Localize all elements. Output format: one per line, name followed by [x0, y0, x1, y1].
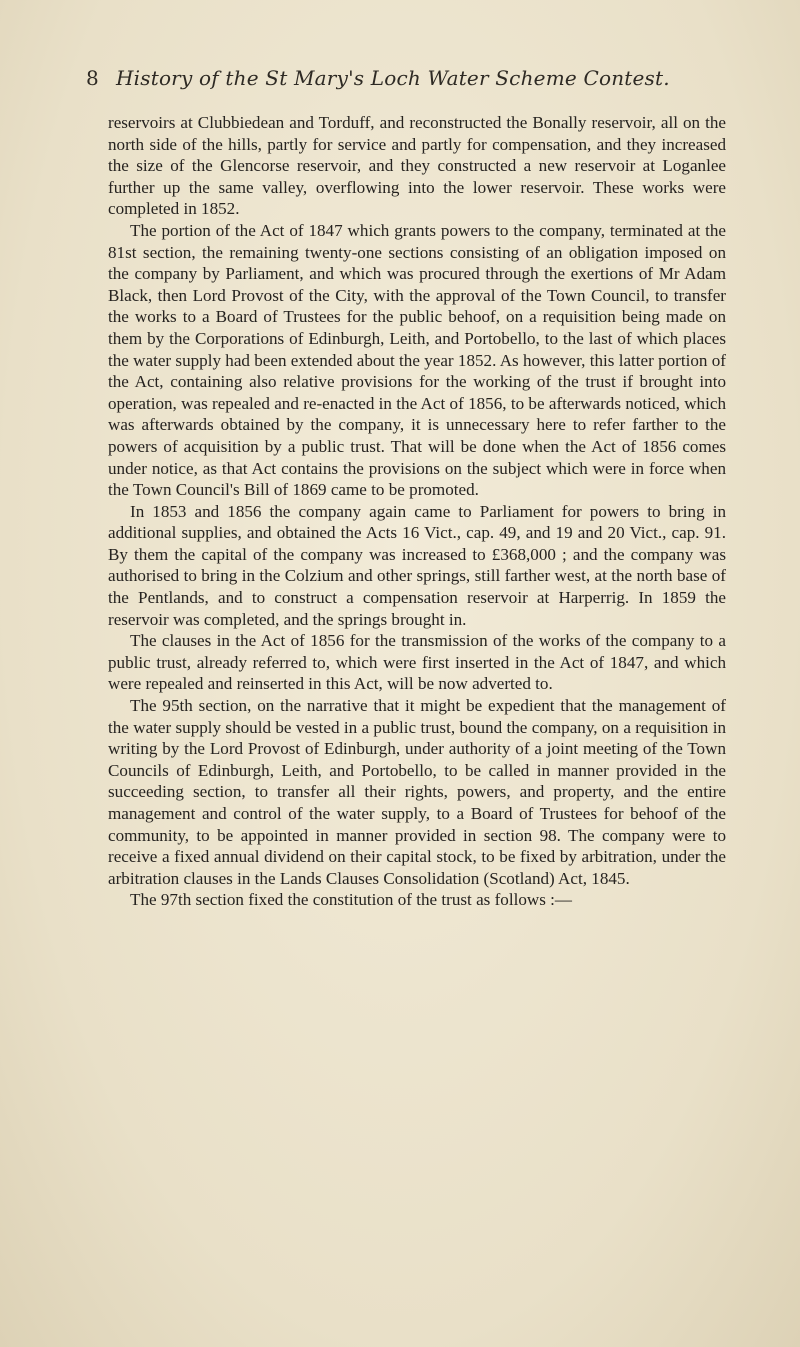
page-number: 8 — [86, 66, 99, 90]
body-text — [108, 112, 726, 911]
paragraph-4: The clauses in the Act of 1856 for the transmission of the works of the company to a public trust, already referred to, which were first inserted in the Act of 1847, and which were repealed and reinserted in this Act, will be now adverted to. — [108, 631, 726, 694]
running-head — [86, 64, 726, 94]
paragraph-6: The 97th section fixed the constitution of the trust as follows :— — [130, 890, 572, 910]
paragraph-2: The portion of the Act of 1847 which grants powers to the company, terminated at the 81st section, the remaining twenty-one sections consisting of an obligation imposed on the company by Parliament, and which was procured through the exertions of Mr Adam Black, then Lord Provost of the City, with the approval of the Town Council, to transfer the works to a Board of Trustees for the public behoof, on a requisition being made on them by the Corporations of Edinburgh, Leith, and Portobello, to the last of which places the water supply had been extended about the year 1852. As however, this latter portion of the Act, containing also relative provisions for the working of the trust if brought into operation, was repealed and re-enacted in the Act of 1856, to be afterwards noticed, which was afterwards obtained by the company, it is unnecessary here to refer farther to the powers of acquisition by a public trust. That will be done when the Act of 1856 comes under notice, as that Act contains the provisions on the subject which were in force when the Town Council's Bill of 1869 came to be promoted. — [108, 220, 726, 500]
paragraph-1: reservoirs at Clubbiedean and Torduff, and reconstructed the Bonally reservoir, all on the north side of the hills, partly for service and partly for compensation, and they increased the size of the Glencorse reservoir, and they constructed a new reservoir at Loganlee further up the same valley, overflowing into the lower reservoir. These works were completed in 1852. — [108, 113, 726, 219]
paragraph-5: The 95th section, on the narrative that it might be expedient that the management of the water supply should be vested in a public trust, bound the company, on a requisition in writing by the Lord Provost of Edinburgh, under authority of a joint meeting of the Town Councils of Edinburgh, Leith, and Portobello, to be called in manner provided in the succeeding section, to transfer all their rights, powers, and property, and the entire management and control of the water supply, to a Board of Trustees for behoof of the community, to be appointed in manner provided in section 98. The company were to receive a fixed annual dividend on their capital stock, to be fixed by arbitration, under the arbitration clauses in the Lands Clauses Consolidation (Scotland) Act, 1845. — [108, 696, 726, 888]
paragraph-3: In 1853 and 1856 the company again came to Parliament for powers to bring in additional supplies, and obtained the Acts 16 Vict., cap. 49, and 19 and 20 Vict., cap. 91. By them the capital of the company was increased to £368,000 ; and the company was authorised to bring in the Colzium and other springs, still farther west, at the north base of the Pentlands, and to construct a compensation reservoir at Harperrig. In 1859 the reservoir was completed, and the springs brought in. — [108, 501, 726, 629]
running-head-title: History of the St Mary's Loch Water Scheme Contest. — [116, 66, 670, 90]
